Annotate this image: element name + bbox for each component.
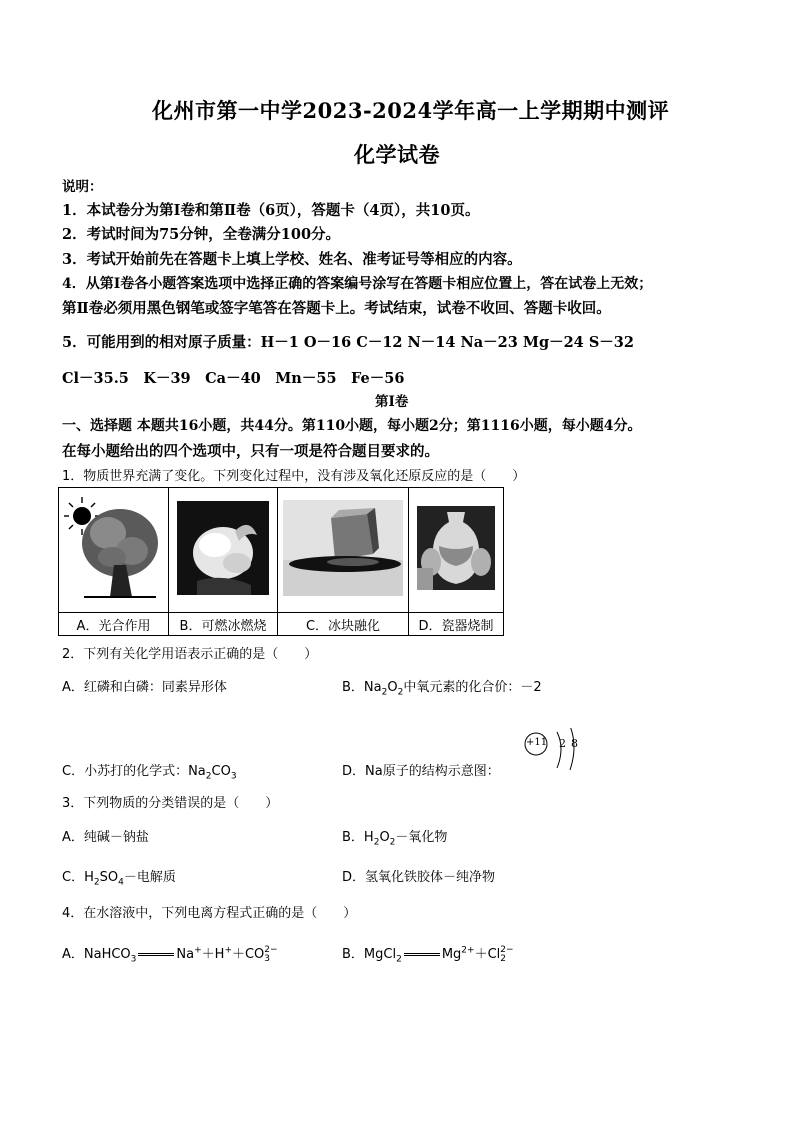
- section-intro: 一、选择题 本题共16小题，共44分。第110小题，每小题2分；第1116小题，每小题4分。: [62, 418, 642, 434]
- instructions-heading: 说明：: [62, 179, 103, 195]
- option-caption-c: C．冰块融化: [278, 613, 409, 636]
- option-d: D．氢氧化铁胶体－纯净物: [342, 870, 496, 885]
- option-caption-d: D．瓷器烧制: [409, 613, 504, 636]
- option-a: A．红磷和白磷：同素异形体: [62, 680, 227, 695]
- instruction-item: 第Ⅱ卷必须用黑色钢笔或签字笔答在答题卡上。考试结束，试卷不收回、答题卡收回。: [62, 300, 611, 317]
- option-b: B．$Na_2O_2$中氧元素的化合价：－2: [342, 680, 542, 698]
- section-intro: 在每小题给出的四个选项中，只有一项是符合题目要求的。: [62, 443, 439, 460]
- option-caption-b: B．可燃冰燃烧: [169, 613, 278, 636]
- question-stem: 2．下列有关化学用语表示正确的是（ ）: [62, 647, 318, 662]
- atom-shell-2: 8: [571, 737, 578, 750]
- na-atom-diagram: [522, 728, 582, 774]
- atom-shell-1: 2: [559, 737, 566, 750]
- option-caption-a: A．光合作用: [59, 613, 169, 636]
- option-d: D．Na原子的结构示意图：: [342, 764, 500, 779]
- q1-image-table: [58, 487, 504, 636]
- instruction-item: 3．考试开始前先在答题卡上填上学校、姓名、准考证号等相应的内容。: [62, 251, 522, 268]
- photosynthesis-image: [59, 488, 169, 613]
- option-a: A．NaHCO$_3$ Na+＋H+＋CO 2− 3: [62, 944, 278, 965]
- section-heading: 第Ⅰ卷: [375, 394, 409, 410]
- page-title: 化州市第一中学2023-2024学年高一上学期期中测评: [152, 98, 670, 123]
- question-stem: 1．物质世界充满了变化。下列变化过程中，没有涉及氧化还原反应的是（ ）: [62, 469, 526, 484]
- question-stem: 3．下列物质的分类错误的是（ ）: [62, 796, 279, 811]
- option-b: B．$H_2O_2-$氧化物: [342, 830, 448, 848]
- instruction-item: Cl－35.5 K－39 Ca－40 Mn－55 Fe－56: [62, 370, 405, 387]
- atom-nucleus-label: +11: [526, 737, 548, 748]
- equals-arrow: [138, 953, 174, 956]
- option-c: C．$H_2SO_4-$电解质: [62, 870, 176, 888]
- instruction-item: 1．本试卷分为第Ⅰ卷和第Ⅱ卷（6页），答题卡（4页），共10页。: [62, 202, 480, 219]
- page-subtitle: 化学试卷: [354, 142, 440, 167]
- ice-melting-image: [278, 488, 409, 613]
- combustible-ice-image: [169, 488, 278, 613]
- option-a: A．纯碱－钠盐: [62, 830, 149, 845]
- instruction-item: 5．可能用到的相对原子质量：H－1 O－16 C－12 N－14 Na－23 Mg－24 S－32: [62, 334, 634, 351]
- porcelain-firing-image: [409, 488, 504, 613]
- instruction-item: 2．考试时间为75分钟，全卷满分100分。: [62, 226, 341, 243]
- option-c: C．小苏打的化学式：$Na_2CO_3$: [62, 764, 237, 782]
- equals-arrow: [404, 953, 440, 956]
- option-b: B．MgCl$_2$ $Mg^{2+}+Cl$ 2− 2: [342, 944, 514, 965]
- instruction-item: 4．从第Ⅰ卷各小题答案选项中选择正确的答案编号涂写在答题卡相应位置上，答在试卷上无效；: [62, 276, 653, 292]
- question-stem: 4．在水溶液中，下列电离方程式正确的是（ ）: [62, 906, 357, 921]
